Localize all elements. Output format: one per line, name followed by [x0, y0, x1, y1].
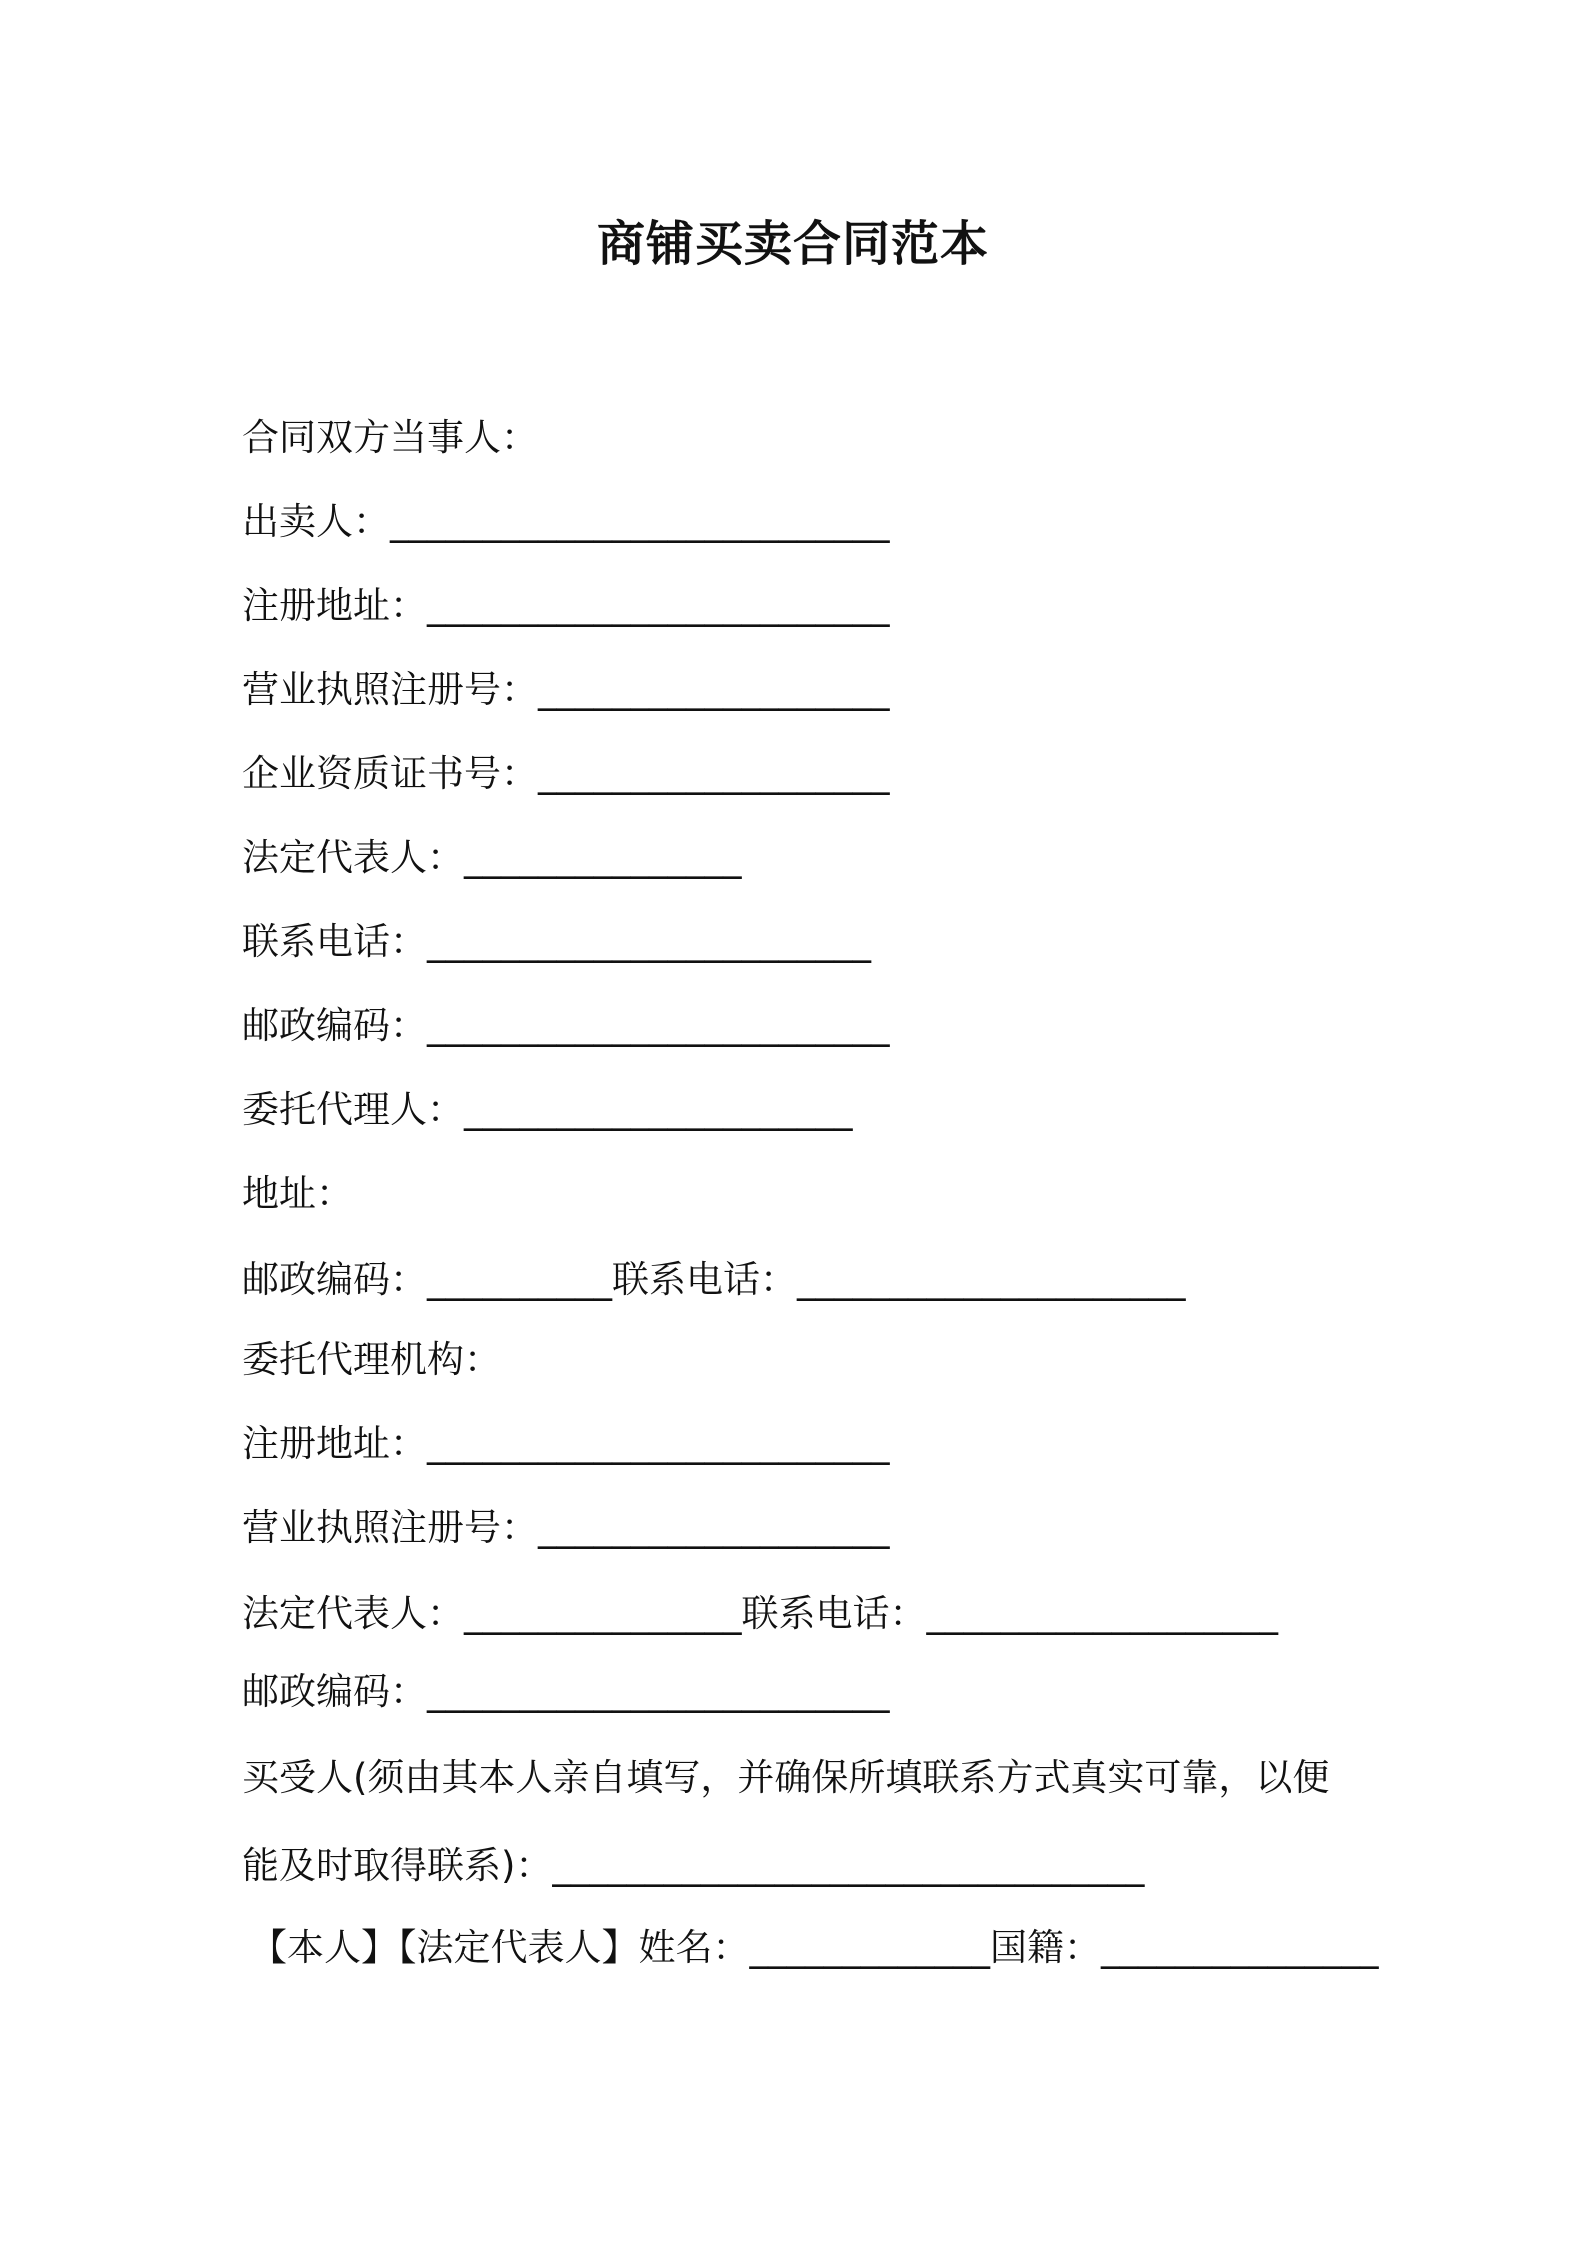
- parties-heading: 合同双方当事人：: [242, 416, 538, 459]
- document-title: 商铺买卖合同范本: [596, 216, 989, 272]
- seller-qualification-certificate-line: 企业资质证书号：___________________: [242, 752, 890, 795]
- agency-postal-code-line: 邮政编码：_________________________: [242, 1670, 890, 1713]
- buyer-note-line-1: 买受人(须由其本人亲自填写，并确保所填联系方式真实可靠，以便: [242, 1756, 1330, 1799]
- buyer-name-nationality-line: 【本人】【法定代表人】姓名：_____________国籍：_______________: [250, 1926, 1379, 1969]
- agency-business-license-line: 营业执照注册号：___________________: [242, 1506, 890, 1549]
- seller-legal-representative-line: 法定代表人：_______________: [242, 836, 742, 879]
- seller-agent-line: 委托代理人：_____________________: [242, 1088, 853, 1131]
- agency-representative-phone-line: 法定代表人：_______________联系电话：___________________: [242, 1592, 1278, 1635]
- seller-phone-line: 联系电话：________________________: [242, 920, 871, 963]
- agency-heading: 委托代理机构：: [242, 1338, 501, 1381]
- seller-registered-address-line: 注册地址：_________________________: [242, 584, 890, 627]
- seller-agent-postal-phone-line: 邮政编码：__________联系电话：_____________________: [242, 1258, 1186, 1301]
- seller-business-license-line: 营业执照注册号：___________________: [242, 668, 890, 711]
- seller-line: 出卖人：___________________________: [242, 500, 890, 543]
- seller-postal-code-line: 邮政编码：_________________________: [242, 1004, 890, 1047]
- buyer-note-line-2: 能及时取得联系)：________________________________: [242, 1844, 1145, 1887]
- seller-agent-address-line: 地址：: [242, 1172, 353, 1215]
- agency-registered-address-line: 注册地址：_________________________: [242, 1422, 890, 1465]
